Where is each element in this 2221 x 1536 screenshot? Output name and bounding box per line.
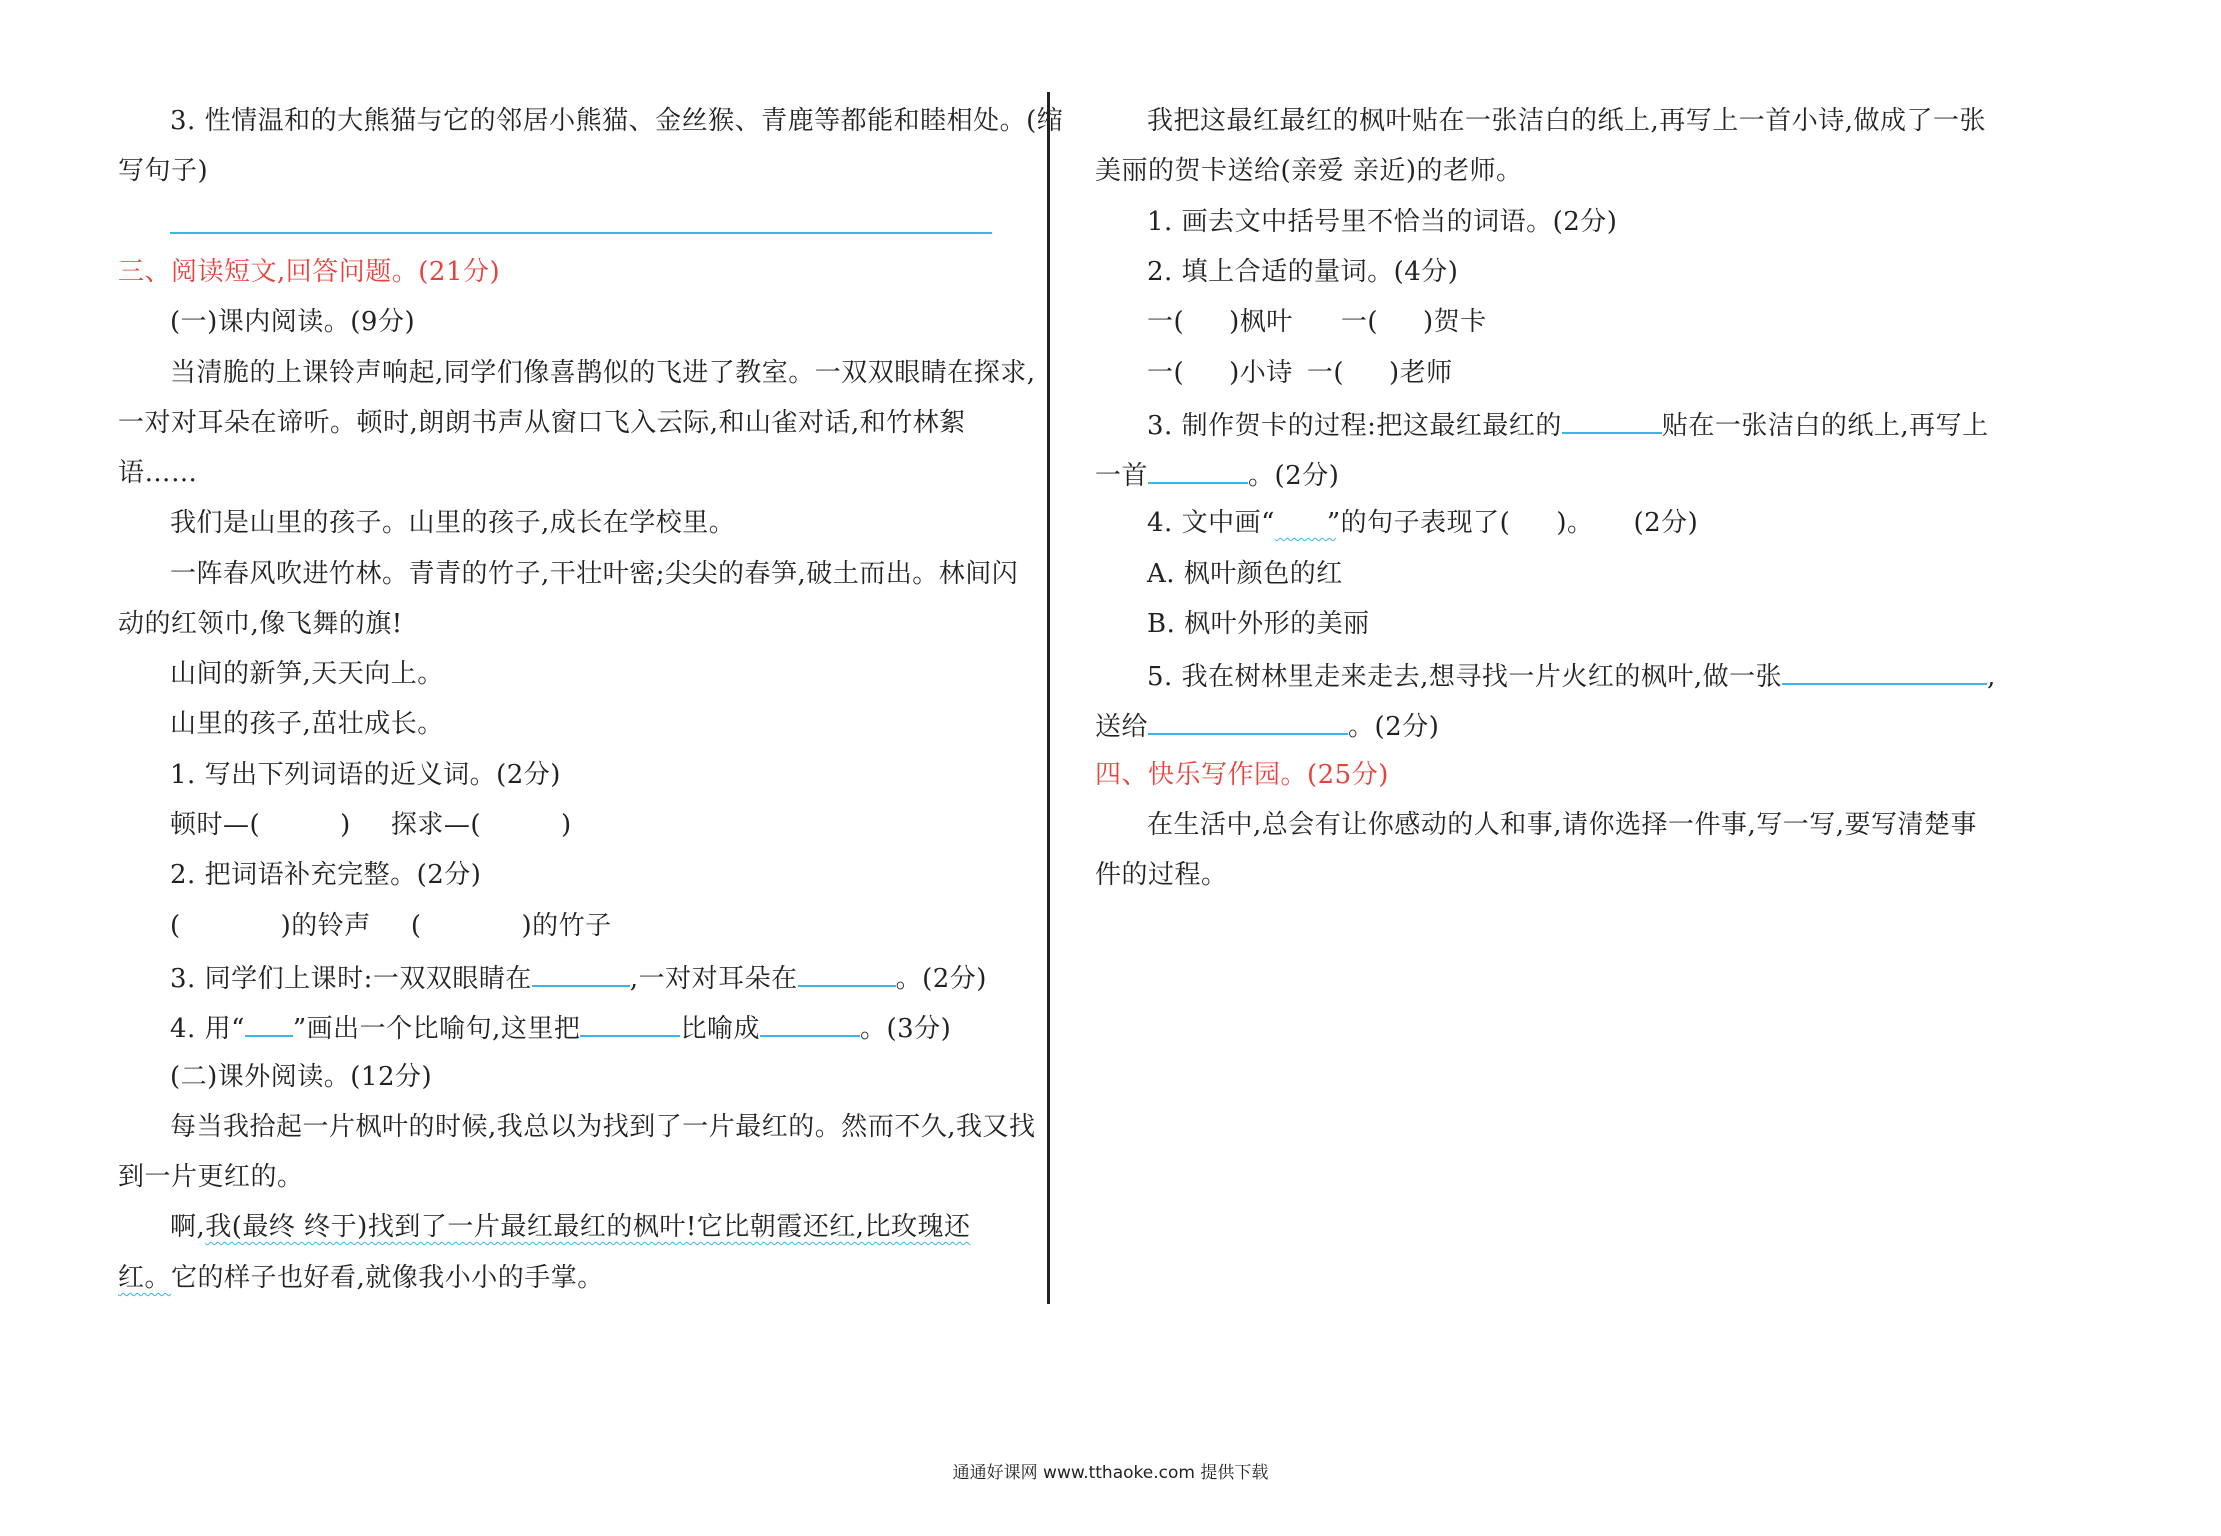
r-q3-text-b: 贴在一张洁白的纸上,再写上 xyxy=(1661,411,1989,441)
r-question5-line2 xyxy=(1095,707,1439,744)
r-q2-a-word: )枫叶 xyxy=(1229,307,1293,337)
q4-blank-b[interactable] xyxy=(760,1009,860,1037)
r-question5-line1 xyxy=(1147,657,1996,694)
part2-title: (二)课外阅读。(12分) xyxy=(170,1062,433,1092)
r-q5-text-a: 5. 我在树林里走来走去,想寻找一片火红的枫叶,做一张 xyxy=(1147,662,1783,692)
reading3-line2: 美丽的贺卡送给(亲爱 亲近)的老师。 xyxy=(1095,156,1523,186)
passage1-line2: 一对对耳朵在谛听。顿时,朗朗书声从窗口飞入云际,和山雀对话,和竹林絮 xyxy=(118,408,966,438)
section4-title: 四、快乐写作园。(25分) xyxy=(1095,760,1389,790)
q4-text-a: 4. 用“ xyxy=(170,1014,245,1044)
question3 xyxy=(170,959,987,996)
r-q2-c-word: )小诗 xyxy=(1229,358,1293,388)
q4-blank-a[interactable] xyxy=(580,1009,680,1037)
r-q5-blank-a[interactable] xyxy=(1782,657,1987,685)
q3-blank-b[interactable] xyxy=(798,959,896,987)
passage1-line1: 当清脆的上课铃声响起,同学们像喜鹊似的飞进了教室。一双双眼睛在探求, xyxy=(170,358,1036,388)
writing-prompt-line2: 件的过程。 xyxy=(1095,860,1228,890)
q1-word-b-close: ) xyxy=(560,810,572,840)
q3-answer-line[interactable] xyxy=(170,232,992,234)
q1-word-a: 顿时—( xyxy=(170,810,261,840)
r-question3-line2 xyxy=(1095,456,1339,493)
q3-blank-a[interactable] xyxy=(532,959,630,987)
q3-text-b: ,一对对耳朵在 xyxy=(629,964,798,994)
question2: 2. 把词语补充完整。(2分) xyxy=(170,860,482,890)
r-question4 xyxy=(1147,506,1698,540)
passage5: 山里的孩子,茁壮成长。 xyxy=(170,709,444,739)
q3-prompt-line1: 3. 性情温和的大熊猫与它的邻居小熊猫、金丝猴、青鹿等都能和睦相处。(缩 xyxy=(170,106,1064,136)
passage3-line1: 一阵春风吹进竹林。青青的竹子,干壮叶密;尖尖的春笋,破土而出。林间闪 xyxy=(170,559,1019,589)
reading2-wavy-end: 红。 xyxy=(118,1263,172,1293)
q2-blank-a-open: ( xyxy=(170,911,181,941)
r-q2-row2 xyxy=(1147,356,1453,390)
q2-blank-b-open: ( xyxy=(410,911,422,941)
q2-phrase-b: )的竹子 xyxy=(521,911,612,941)
r-q3-text-c: 一首 xyxy=(1095,461,1149,491)
r-q5-text-b: , xyxy=(1987,662,1996,692)
r-q4-option-a[interactable]: A. 枫叶颜色的红 xyxy=(1147,559,1343,589)
question1: 1. 写出下列词语的近义词。(2分) xyxy=(170,760,561,790)
reading1-line1: 每当我拾起一片枫叶的时候,我总以为找到了一片最红的。然而不久,我又找 xyxy=(170,1112,1036,1142)
question2-blanks xyxy=(170,909,612,943)
passage4: 山间的新笋,天天向上。 xyxy=(170,659,444,689)
r-q4-text-a: 4. 文中画“ xyxy=(1147,508,1275,538)
r-q2-d: 一( xyxy=(1306,358,1344,388)
r-q2-a: 一( xyxy=(1147,307,1185,337)
reading2-rest: 它的样子也好看,就像我小小的手掌。 xyxy=(171,1263,604,1293)
writing-prompt-line1: 在生活中,总会有让你感动的人和事,请你选择一件事,写一写,要写清楚事 xyxy=(1147,810,1978,840)
r-q3-blank-b[interactable] xyxy=(1148,456,1248,484)
q3-prompt-line2: 写句子) xyxy=(118,156,209,186)
question4 xyxy=(170,1009,951,1046)
r-q5-blank-b[interactable] xyxy=(1148,707,1348,735)
r-q2-b: 一( xyxy=(1340,307,1378,337)
r-q5-text-c: 送给 xyxy=(1095,712,1149,742)
r-q2-b-word: )贺卡 xyxy=(1422,307,1487,337)
r-q3-text-a: 3. 制作贺卡的过程:把这最红最红的 xyxy=(1147,411,1562,441)
reading1-line2: 到一片更红的。 xyxy=(118,1162,304,1192)
passage3-line2: 动的红领巾,像飞舞的旗! xyxy=(118,609,403,639)
r-question2: 2. 填上合适的量词。(4分) xyxy=(1147,257,1459,287)
q4-text-d: 。(3分) xyxy=(859,1014,952,1044)
r-q2-row1 xyxy=(1147,305,1487,339)
passage1-line3: 语…… xyxy=(118,458,198,488)
r-q4-text-b: ”的句子表现了( xyxy=(1326,508,1511,538)
q3-text-c: 。(2分) xyxy=(895,964,987,994)
question1-blanks xyxy=(170,808,572,842)
q4-text-b: ”画出一个比喻句,这里把 xyxy=(292,1014,581,1044)
reading2-prefix: 啊, xyxy=(170,1212,206,1242)
r-q3-blank-a[interactable] xyxy=(1562,406,1662,434)
q2-phrase-a: )的铃声 xyxy=(280,911,371,941)
r-q5-text-d: 。(2分) xyxy=(1348,712,1440,742)
reading3-line1: 我把这最红最红的枫叶贴在一张洁白的纸上,再写上一首小诗,做成了一张 xyxy=(1147,106,1987,136)
r-q2-d-word: )老师 xyxy=(1388,358,1453,388)
r-q3-text-d: 。(2分) xyxy=(1248,461,1340,491)
r-q2-c: 一( xyxy=(1147,358,1185,388)
r-question3-line1 xyxy=(1147,406,1989,443)
reading2-wavy-sentence: 我(最终 终于)找到了一片最红最红的枫叶!它比朝霞还红,比玫瑰还 xyxy=(205,1212,971,1242)
page-footer: 通通好课网 www.tthaoke.com 提供下载 xyxy=(952,1463,1269,1483)
r-q4-score: (2分) xyxy=(1633,508,1699,538)
q4-sample-line xyxy=(245,1009,293,1037)
q1-word-b: 探求—( xyxy=(390,810,481,840)
passage2: 我们是山里的孩子。山里的孩子,成长在学校里。 xyxy=(170,508,736,538)
r-q4-wavy-sample xyxy=(1275,506,1327,540)
q1-word-a-close: ) xyxy=(340,810,351,840)
reading2-line1 xyxy=(170,1210,971,1244)
r-question1: 1. 画去文中括号里不恰当的词语。(2分) xyxy=(1147,207,1618,237)
q3-text-a: 3. 同学们上课时:一双双眼睛在 xyxy=(170,964,532,994)
reading2-line2 xyxy=(118,1261,604,1295)
column-divider xyxy=(1047,92,1050,1304)
part1-title: (一)课内阅读。(9分) xyxy=(170,307,416,337)
q4-text-c: 比喻成 xyxy=(680,1014,760,1044)
section3-title: 三、阅读短文,回答问题。(21分) xyxy=(118,257,501,287)
r-q4-text-c: )。 xyxy=(1556,508,1594,538)
r-q4-option-b[interactable]: B. 枫叶外形的美丽 xyxy=(1147,609,1370,639)
